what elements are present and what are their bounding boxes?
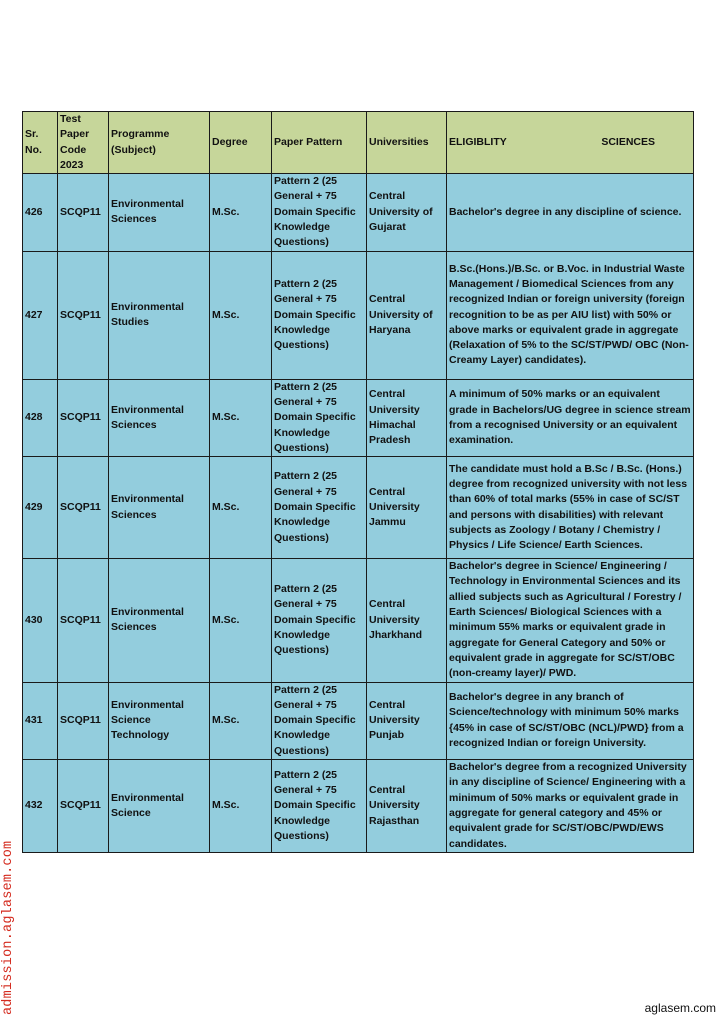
cell-degree: M.Sc. xyxy=(210,760,272,853)
cell-sr-no: 430 xyxy=(23,559,58,682)
cell-sr-no: 429 xyxy=(23,457,58,559)
cell-programme: Environmental Science Technology xyxy=(109,682,210,759)
cell-university: Central University Jammu xyxy=(367,457,447,559)
table-row xyxy=(23,457,694,559)
cell-code: SCQP11 xyxy=(58,559,109,682)
table-row xyxy=(23,682,694,759)
eligibility-table xyxy=(22,111,694,853)
cell-sr-no: 432 xyxy=(23,760,58,853)
cell-sr-no: 427 xyxy=(23,251,58,379)
table-row xyxy=(23,251,694,379)
cell-eligibility: Bachelor's degree in any branch of Science/technology with minimum 50% marks {45% in case of SC/ST/OBC (NCL)/PWD} from a recognized Indian or foreign University. xyxy=(447,682,694,759)
cell-programme: Environmental Sciences xyxy=(109,174,210,251)
cell-university: Central University Rajasthan xyxy=(367,760,447,853)
cell-university: Central University Himachal Pradesh xyxy=(367,379,447,456)
cell-programme: Environmental Science xyxy=(109,760,210,853)
cell-pattern: Pattern 2 (25 General + 75 Domain Specific Knowledge Questions) xyxy=(272,174,367,251)
header-degree: Degree xyxy=(210,112,272,174)
cell-university: Central University Jharkhand xyxy=(367,559,447,682)
header-eligibility-label: ELIGIBLITY xyxy=(449,135,507,148)
cell-code: SCQP11 xyxy=(58,174,109,251)
table-row xyxy=(23,559,694,682)
header-paper-pattern: Paper Pattern xyxy=(272,112,367,174)
cell-sr-no: 426 xyxy=(23,174,58,251)
header-test-paper-code: Test Paper Code 2023 xyxy=(58,112,109,174)
cell-pattern: Pattern 2 (25 General + 75 Domain Specific Knowledge Questions) xyxy=(272,559,367,682)
cell-programme: Environmental Sciences xyxy=(109,379,210,456)
cell-degree: M.Sc. xyxy=(210,457,272,559)
cell-programme: Environmental Studies xyxy=(109,251,210,379)
cell-pattern: Pattern 2 (25 General + 75 Domain Specific Knowledge Questions) xyxy=(272,251,367,379)
cell-code: SCQP11 xyxy=(58,682,109,759)
cell-degree: M.Sc. xyxy=(210,682,272,759)
table-header-row xyxy=(23,112,694,174)
side-watermark: admission.aglasem.com xyxy=(1,840,16,1015)
cell-eligibility: Bachelor's degree in Science/ Engineering / Technology in Environmental Sciences and its allied subjects such as Agricultural / Forestry / Earth Sciences/ Biological Sciences with a minimum 55% marks or equivalent grade in aggregate for General Category and 50% or equivalent grade in aggregate for SC/ST/OBC (non-creamy layer)/ PWD. xyxy=(447,559,694,682)
cell-university: Central University of Gujarat xyxy=(367,174,447,251)
cell-eligibility: Bachelor's degree from a recognized University in any discipline of Science/ Engineering with a minimum of 50% marks or equivalent grade in aggregate for general category and 45% or equivalent grade for SC/ST/OBC/PWD/EWS candidates. xyxy=(447,760,694,853)
cell-sr-no: 431 xyxy=(23,682,58,759)
cell-sr-no: 428 xyxy=(23,379,58,456)
cell-eligibility: A minimum of 50% marks or an equivalent grade in Bachelors/UG degree in science stream from a recognised University or an equivalent examination. xyxy=(447,379,694,456)
header-sr-no: Sr. No. xyxy=(23,112,58,174)
header-sciences-label: SCIENCES xyxy=(601,135,655,148)
header-eligibility xyxy=(447,112,694,174)
cell-pattern: Pattern 2 (25 General + 75 Domain Specific Knowledge Questions) xyxy=(272,760,367,853)
cell-eligibility: B.Sc.(Hons.)/B.Sc. or B.Voc. in Industrial Waste Management / Biomedical Sciences from any recognized Indian or foreign university (foreign recognition to be as per AIU list) with 50% or above marks or equivalent grade in aggregate (Relaxation of 5% to the SC/ST/PWD/ OBC (Non-Creamy Layer) candidates). xyxy=(447,251,694,379)
header-programme: Programme (Subject) xyxy=(109,112,210,174)
cell-degree: M.Sc. xyxy=(210,251,272,379)
cell-degree: M.Sc. xyxy=(210,174,272,251)
cell-degree: M.Sc. xyxy=(210,559,272,682)
cell-pattern: Pattern 2 (25 General + 75 Domain Specific Knowledge Questions) xyxy=(272,379,367,456)
cell-code: SCQP11 xyxy=(58,760,109,853)
cell-eligibility: Bachelor's degree in any discipline of science. xyxy=(447,174,694,251)
header-universities: Universities xyxy=(367,112,447,174)
cell-pattern: Pattern 2 (25 General + 75 Domain Specific Knowledge Questions) xyxy=(272,457,367,559)
table-row xyxy=(23,760,694,853)
cell-code: SCQP11 xyxy=(58,379,109,456)
cell-university: Central University Punjab xyxy=(367,682,447,759)
table-row xyxy=(23,379,694,456)
cell-programme: Environmental Sciences xyxy=(109,559,210,682)
cell-code: SCQP11 xyxy=(58,251,109,379)
cell-programme: Environmental Sciences xyxy=(109,457,210,559)
cell-degree: M.Sc. xyxy=(210,379,272,456)
cell-code: SCQP11 xyxy=(58,457,109,559)
cell-eligibility: The candidate must hold a B.Sc / B.Sc. (Hons.) degree from recognized university with not less than 60% of total marks (55% in case of SC/ST and persons with disabilities) with relevant subjects as Zoology / Botany / Chemistry / Physics / Life Science/ Earth Sciences. xyxy=(447,457,694,559)
corner-watermark: aglasem.com xyxy=(644,1001,716,1015)
table-row xyxy=(23,174,694,251)
cell-university: Central University of Haryana xyxy=(367,251,447,379)
cell-pattern: Pattern 2 (25 General + 75 Domain Specific Knowledge Questions) xyxy=(272,682,367,759)
